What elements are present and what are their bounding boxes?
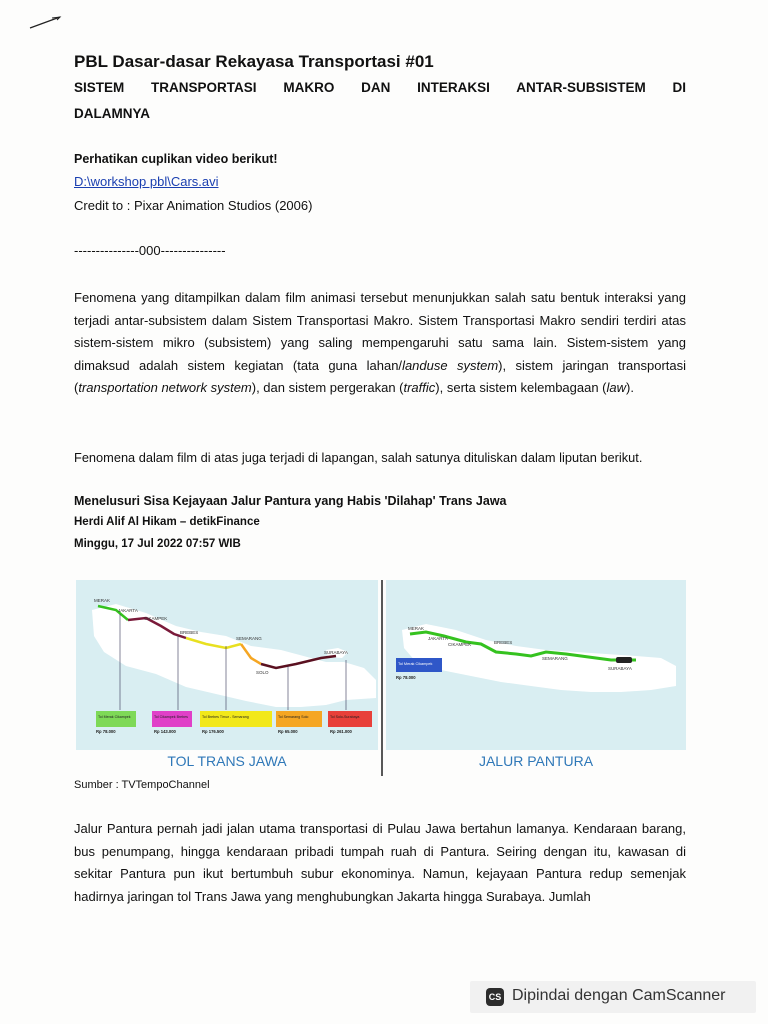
left-city-label: SEMARANG <box>236 636 262 641</box>
left-map-panel <box>76 580 378 769</box>
toll-segment-price: Rp 176.500 <box>202 729 224 734</box>
left-city-label: BREBES <box>180 630 199 635</box>
toll-segment-box <box>152 711 192 727</box>
article-headline: Menelusuri Sisa Kejayaan Jalur Pantura yang Habis 'Dilahap' Trans Jawa <box>74 494 507 508</box>
camscanner-watermark <box>470 981 756 1013</box>
right-route-endpoint <box>616 657 632 663</box>
camscanner-text: Dipindai dengan CamScanner <box>512 987 726 1004</box>
document-subtitle: SISTEM TRANSPORTASI MAKRO DAN INTERAKSI ANTAR-SUBSISTEM DI <box>74 80 686 95</box>
paragraph-2: Fenomena dalam film di atas juga terjadi di lapangan, salah satunya dituliskan dalam liputan berikut. <box>74 450 643 465</box>
right-city-label: SURABAYA <box>608 666 632 671</box>
toll-segment-label: Tol Solo-Surabaya <box>330 715 360 719</box>
toll-segment-box <box>276 711 322 727</box>
pen-mark-icon <box>28 14 62 30</box>
page-title: PBL Dasar-dasar Rekayasa Transportasi #01 <box>74 52 434 71</box>
right-city-label: SEMARANG <box>542 656 568 661</box>
left-city-label: JAKARTA <box>118 608 138 613</box>
right-map-panel <box>386 580 686 769</box>
left-map-caption: TOL TRANS JAWA <box>167 753 287 769</box>
left-city-label: SOLO <box>256 670 269 675</box>
paragraph-1: Fenomena yang ditampilkan dalam film animasi tersebut menunjukkan salah satu bentuk interaksi yang terjadi antar-subsistem dalam Sistem Transportasi Makro. Sistem Transportasi Makro sendiri terdiri atas sistem-sistem mikro (subsistem) yang saling mempengaruhi satu sama lain. Sistem-sistem yang dimaksud adalah sistem kegiatan (tata guna lahan/landuse system), sistem jaringan transportasi (transportation network system), dan sistem pergerakan (traffic), serta sistem kelembagaan (law). <box>74 290 687 395</box>
figure-source: Sumber : TVTempoChannel <box>74 779 210 791</box>
toll-segment-price: Rp 143.000 <box>154 729 176 734</box>
paragraph-3: Jalur Pantura pernah jadi jalan utama transportasi di Pulau Jawa bertahun lamanya. Kendaraan barang, bus penumpang, hingga kendaraan pribadi tumpah ruah di Pantura. Seiring dengan itu, kawasan di sekitar Pantura pun ikut bertumbuh subur ekonominya. Namun, kejayaan Pantura redup semenjak hadirnya jaringan tol Trans Jawa yang menghubungkan Jakarta hingga Surabaya. Jumlah <box>74 821 686 904</box>
right-city-label: BREBES <box>494 640 513 645</box>
toll-segment-price: Rp 78.000 <box>96 729 116 734</box>
route-comparison-figure <box>76 580 686 776</box>
right-city-label: CIKAMPEK <box>448 642 472 647</box>
document-subtitle-continued: DALAMNYA <box>74 106 151 121</box>
toll-segment-box <box>96 711 136 727</box>
pantura-toll-price: Rp 78.000 <box>396 675 416 680</box>
toll-segment-label: Tol Brebes Timur - Semarang <box>202 715 249 719</box>
toll-segment-label: Tol Merak Cikampek <box>98 715 131 719</box>
video-credit: Credit to : Pixar Animation Studios (2006) <box>74 198 313 213</box>
pantura-toll-label: Tol Merak Cikampek <box>398 662 433 666</box>
left-city-label: CIKAMPEK <box>144 616 168 621</box>
camscanner-icon: CS <box>486 988 504 1006</box>
toll-segment-label: Tol Semarang Solo <box>278 715 309 719</box>
right-city-label: JAKARTA <box>428 636 448 641</box>
toll-segment-box <box>328 711 372 727</box>
article-author: Herdi Alif Al Hikam – detikFinance <box>74 516 260 528</box>
right-map-caption: JALUR PANTURA <box>478 753 594 769</box>
section-separator: ---------------000--------------- <box>74 243 226 258</box>
toll-segment-price: Rp 261.000 <box>330 729 352 734</box>
article-date: Minggu, 17 Jul 2022 07:57 WIB <box>74 538 241 550</box>
left-city-label: MERAK <box>94 598 111 603</box>
video-prompt: Perhatikan cuplikan video berikut! <box>74 152 278 166</box>
toll-segment-price: Rp 65.000 <box>278 729 298 734</box>
toll-segment-box <box>200 711 272 727</box>
left-city-label: SURABAYA <box>324 650 348 655</box>
right-city-label: MERAK <box>408 626 425 631</box>
toll-segment-label: Tol Cikampek Brebes <box>154 715 188 719</box>
video-link[interactable]: D:\workshop pbl\Cars.avi <box>74 174 219 189</box>
